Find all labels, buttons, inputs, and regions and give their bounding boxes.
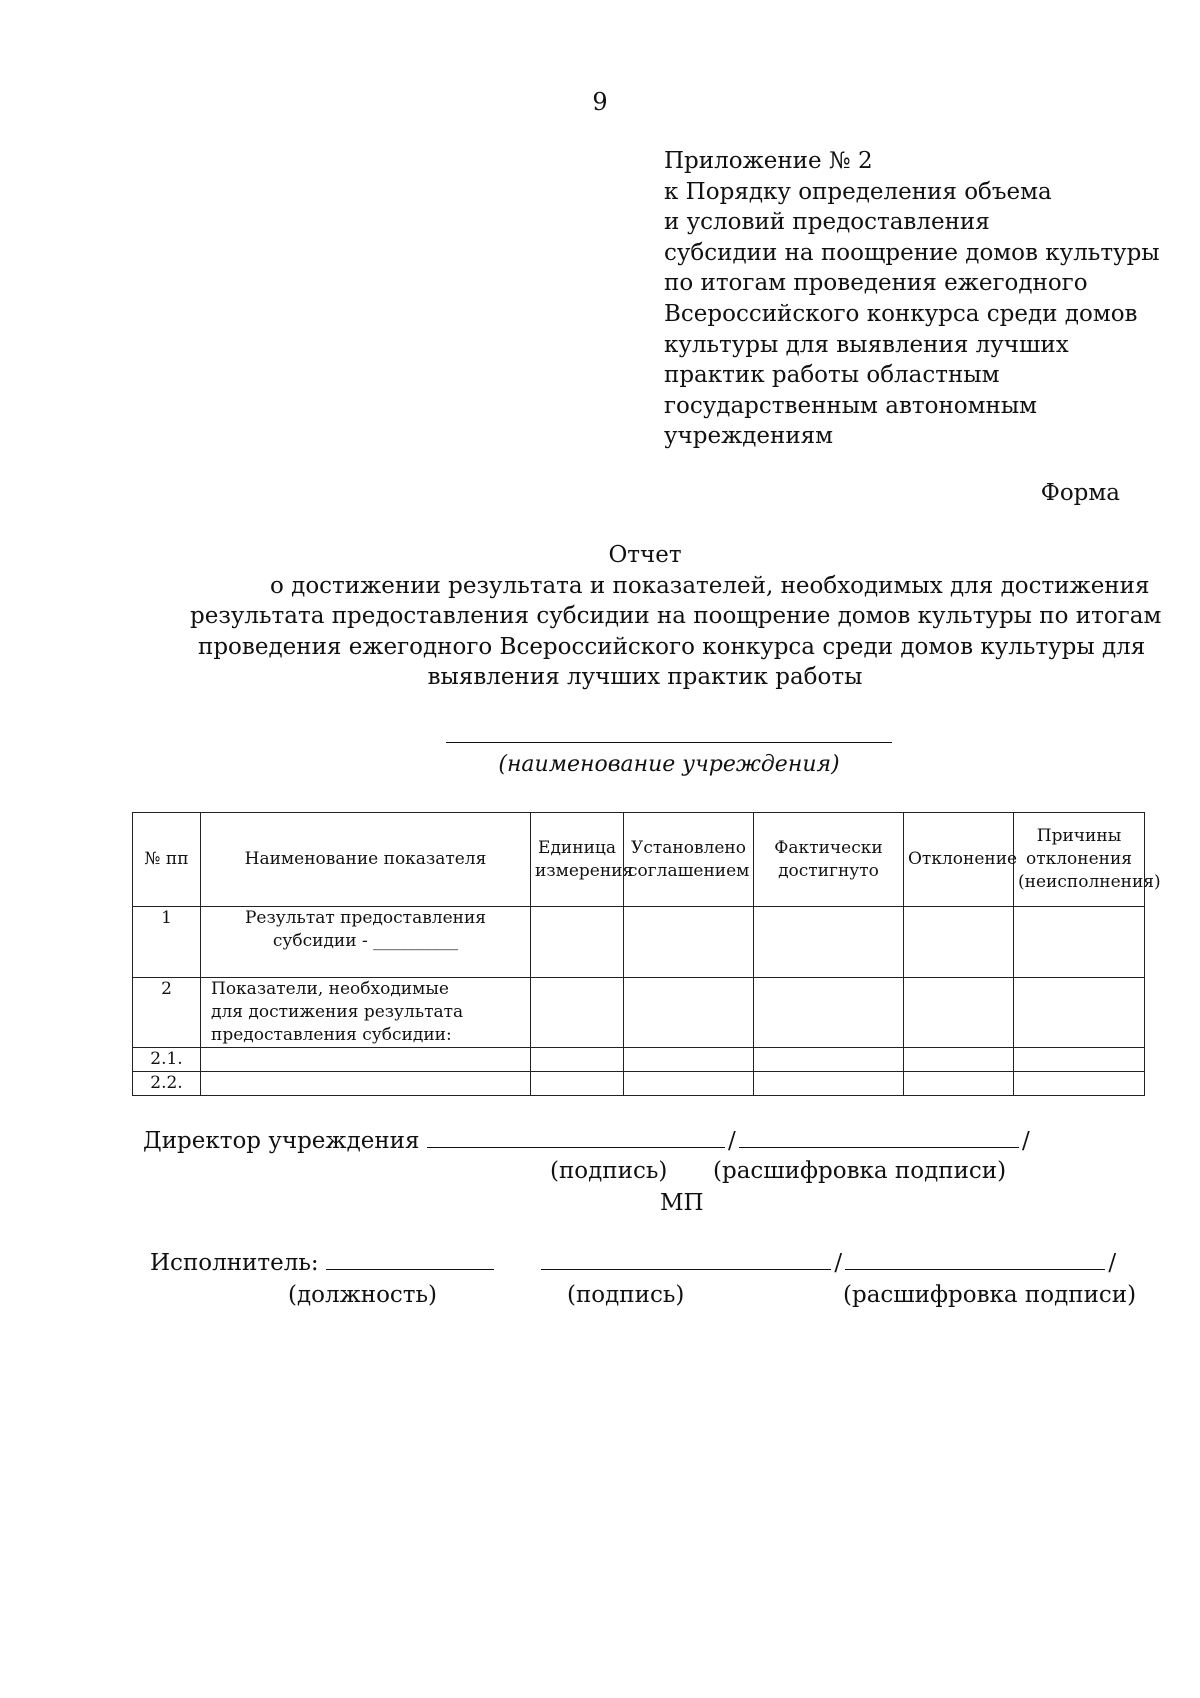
executor-label: Исполнитель: xyxy=(150,1250,319,1276)
appendix-line: Всероссийского конкурса среди домов xyxy=(664,300,1138,327)
form-label: Форма xyxy=(1040,480,1120,506)
cell-reasons[interactable] xyxy=(1014,978,1145,1048)
header-unit: Единица измерения xyxy=(531,813,624,907)
appendix-line: культуры для выявления лучших xyxy=(664,331,1069,358)
executor-signature-line: Исполнитель: / / xyxy=(150,1250,1117,1276)
director-signature-field[interactable] xyxy=(427,1147,725,1148)
row-name: Результат предоставления субсидии - __________ xyxy=(201,907,531,978)
cell-unit[interactable] xyxy=(531,1048,624,1072)
appendix-line: государственным автономным xyxy=(664,392,1038,419)
director-signature-caption: (подпись) xyxy=(550,1158,668,1184)
cell-unit[interactable] xyxy=(531,978,624,1048)
cell-agreed[interactable] xyxy=(624,1072,754,1096)
cell-reasons[interactable] xyxy=(1014,1048,1145,1072)
table-row xyxy=(133,1072,1145,1096)
organization-name-field[interactable] xyxy=(446,742,892,743)
cell-agreed[interactable] xyxy=(624,907,754,978)
director-decoding-caption: (расшифровка подписи) xyxy=(713,1158,1007,1184)
header-name: Наименование показателя xyxy=(201,813,531,907)
executor-position-caption: (должность) xyxy=(288,1282,438,1308)
header-actual: Фактически достигнуто xyxy=(754,813,904,907)
executor-signature-caption: (подпись) xyxy=(567,1282,685,1308)
cell-agreed[interactable] xyxy=(624,978,754,1048)
report-subtitle-line: проведения ежегодного Всероссийского конкурса среди домов культуры для xyxy=(198,633,1146,660)
appendix-line: по итогам проведения ежегодного xyxy=(664,270,1088,297)
cell-unit[interactable] xyxy=(531,907,624,978)
row-name xyxy=(201,1072,531,1096)
cell-actual[interactable] xyxy=(754,978,904,1048)
executor-position-field[interactable] xyxy=(326,1269,494,1270)
seal-label: МП xyxy=(660,1190,704,1216)
appendix-line: практик работы областным xyxy=(664,362,1000,389)
appendix-line: и условий предоставления xyxy=(664,209,990,236)
row-num: 1 xyxy=(133,907,201,978)
header-num: № пп xyxy=(133,813,201,907)
report-subtitle-line: о достижении результата и показателей, необходимых для достижения xyxy=(270,572,1150,599)
cell-reasons[interactable] xyxy=(1014,1072,1145,1096)
executor-decoding-caption: (расшифровка подписи) xyxy=(843,1282,1137,1308)
cell-agreed[interactable] xyxy=(624,1048,754,1072)
report-subtitle-line: результата предоставления субсидии на поощрение домов культуры по итогам xyxy=(190,603,1162,630)
report-title: Отчет xyxy=(608,542,682,568)
organization-name-caption: (наименование учреждения) xyxy=(498,752,840,777)
cell-deviation[interactable] xyxy=(904,1048,1014,1072)
cell-deviation[interactable] xyxy=(904,907,1014,978)
cell-deviation[interactable] xyxy=(904,978,1014,1048)
appendix-line: субсидии на поощрение домов культуры xyxy=(664,239,1160,266)
executor-signature-field[interactable] xyxy=(541,1269,831,1270)
report-subtitle-line: выявления лучших практик работы xyxy=(427,664,863,691)
row-num: 2 xyxy=(133,978,201,1048)
row-num: 2.1. xyxy=(133,1048,201,1072)
director-signature-line: Директор учреждения / / xyxy=(143,1128,1030,1154)
appendix-line: к Порядку определения объема xyxy=(664,178,1052,205)
table-row xyxy=(133,1048,1145,1072)
row-name: Показатели, необходимые для достижения результата предоставления субсидии: xyxy=(201,978,531,1048)
director-decoding-field[interactable] xyxy=(739,1147,1019,1148)
cell-unit[interactable] xyxy=(531,1072,624,1096)
cell-actual[interactable] xyxy=(754,1072,904,1096)
table-row xyxy=(133,978,1145,1048)
director-label: Директор учреждения xyxy=(143,1128,420,1154)
row-name xyxy=(201,1048,531,1072)
cell-deviation[interactable] xyxy=(904,1072,1014,1096)
row-num: 2.2. xyxy=(133,1072,201,1096)
table-header-row xyxy=(133,813,1145,907)
header-deviation: Отклонение xyxy=(904,813,1014,907)
cell-actual[interactable] xyxy=(754,1048,904,1072)
header-agreed: Установлено соглашением xyxy=(624,813,754,907)
appendix-line: Приложение № 2 xyxy=(664,148,873,174)
appendix-line: учреждениям xyxy=(664,423,834,450)
table-row xyxy=(133,907,1145,978)
page-number: 9 xyxy=(592,88,608,116)
report-heading xyxy=(150,540,1162,693)
indicators-table xyxy=(132,812,1161,1096)
header-reasons: Причины отклонения (неисполнения) xyxy=(1014,813,1145,907)
cell-reasons[interactable] xyxy=(1014,907,1145,978)
executor-decoding-field[interactable] xyxy=(845,1269,1105,1270)
appendix-block xyxy=(664,146,1164,452)
cell-actual[interactable] xyxy=(754,907,904,978)
